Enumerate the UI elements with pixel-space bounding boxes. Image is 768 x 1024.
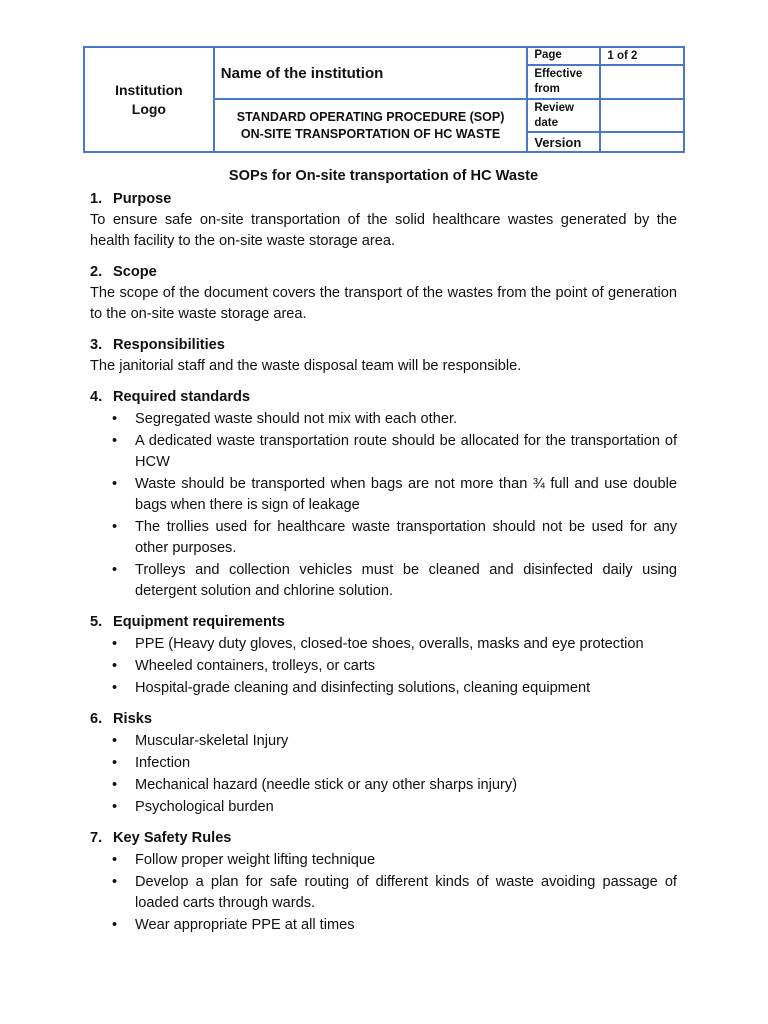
section-number: 6. — [90, 711, 103, 727]
list-item: • A dedicated waste transportation route should be allocated for the transportation of HCW — [135, 431, 677, 473]
section-text: The janitorial staff and the waste disposal team will be responsible. — [90, 358, 522, 374]
logo-text: Institution Logo — [115, 81, 183, 117]
page-label: Page — [527, 47, 600, 65]
section-key-safety-rules — [90, 828, 677, 936]
review-date-value — [600, 99, 684, 132]
section-heading — [90, 335, 677, 356]
list-item: • Follow proper weight lifting technique — [135, 850, 677, 871]
document-header-table — [83, 46, 685, 153]
bullet-list — [90, 634, 677, 699]
section-heading — [90, 262, 677, 283]
section-equipment-requirements — [90, 612, 677, 699]
section-number: 1. — [90, 191, 103, 207]
document-body — [90, 166, 677, 946]
section-text: The scope of the document covers the transport of the wastes from the point of generation to the on-site waste storage area. — [90, 285, 677, 322]
list-item: • Mechanical hazard (needle stick or any other sharps injury) — [135, 775, 677, 796]
section-title: Purpose — [113, 191, 172, 207]
sop-title-line-1: STANDARD OPERATING PROCEDURE (SOP) — [236, 109, 505, 124]
list-item: • Infection — [135, 753, 677, 774]
bullet-list — [90, 850, 677, 936]
institution-logo-placeholder — [84, 47, 214, 152]
list-item: • Wear appropriate PPE at all times — [135, 915, 677, 936]
section-title: Responsibilities — [113, 337, 225, 353]
section-title: Equipment requirements — [113, 614, 285, 630]
list-item: • Waste should be transported when bags are not more than ¾ full and use double bags when there is sign of leakage — [135, 474, 677, 516]
bullet-list — [90, 409, 677, 602]
section-number: 4. — [90, 389, 103, 405]
section-purpose — [90, 189, 677, 252]
section-heading — [90, 709, 677, 730]
section-title: Required standards — [113, 389, 251, 405]
section-scope — [90, 262, 677, 325]
section-heading — [90, 189, 677, 210]
section-heading — [90, 387, 677, 408]
list-item: • Trolleys and collection vehicles must be cleaned and disinfected daily using detergent solution and chlorine solution. — [135, 560, 677, 602]
list-item: • Muscular-skeletal Injury — [135, 731, 677, 752]
section-number: 3. — [90, 337, 103, 353]
section-required-standards — [90, 387, 677, 602]
list-item: • Segregated waste should not mix with each other. — [135, 409, 677, 430]
section-title: Scope — [113, 264, 157, 280]
page-value: 1 of 2 — [600, 47, 684, 65]
version-value — [600, 132, 684, 152]
section-number: 2. — [90, 264, 103, 280]
list-item: • Hospital-grade cleaning and disinfecting solutions, cleaning equipment — [135, 678, 677, 699]
list-item: • Wheeled containers, trolleys, or carts — [135, 656, 677, 677]
section-heading — [90, 612, 677, 633]
version-label: Version — [527, 132, 600, 152]
list-item: • The trollies used for healthcare waste transportation should not be used for any other purposes. — [135, 517, 677, 559]
list-item: • Psychological burden — [135, 797, 677, 818]
section-title: Key Safety Rules — [113, 830, 232, 846]
list-item: • PPE (Heavy duty gloves, closed-toe shoes, overalls, masks and eye protection — [135, 634, 677, 655]
effective-from-label: Effective from — [527, 65, 600, 99]
institution-name: Name of the institution — [214, 47, 528, 99]
section-text: To ensure safe on-site transportation of the solid healthcare wastes generated by the health facility to the on-site waste storage area. — [90, 212, 677, 249]
effective-from-value — [600, 65, 684, 99]
document-title: SOPs for On-site transportation of HC Waste — [228, 168, 539, 184]
bullet-list — [90, 731, 677, 818]
section-number: 5. — [90, 614, 103, 630]
section-title: Risks — [113, 711, 152, 727]
review-date-label: Review date — [527, 99, 600, 132]
sop-title-line-2: ON-SITE TRANSPORTATION OF HC WASTE — [240, 126, 501, 141]
section-responsibilities — [90, 335, 677, 377]
section-heading — [90, 828, 677, 849]
section-risks — [90, 709, 677, 818]
sop-title — [214, 99, 528, 152]
list-item: • Develop a plan for safe routing of different kinds of waste avoiding passage of loaded carts through wards. — [135, 872, 677, 914]
section-number: 7. — [90, 830, 103, 846]
